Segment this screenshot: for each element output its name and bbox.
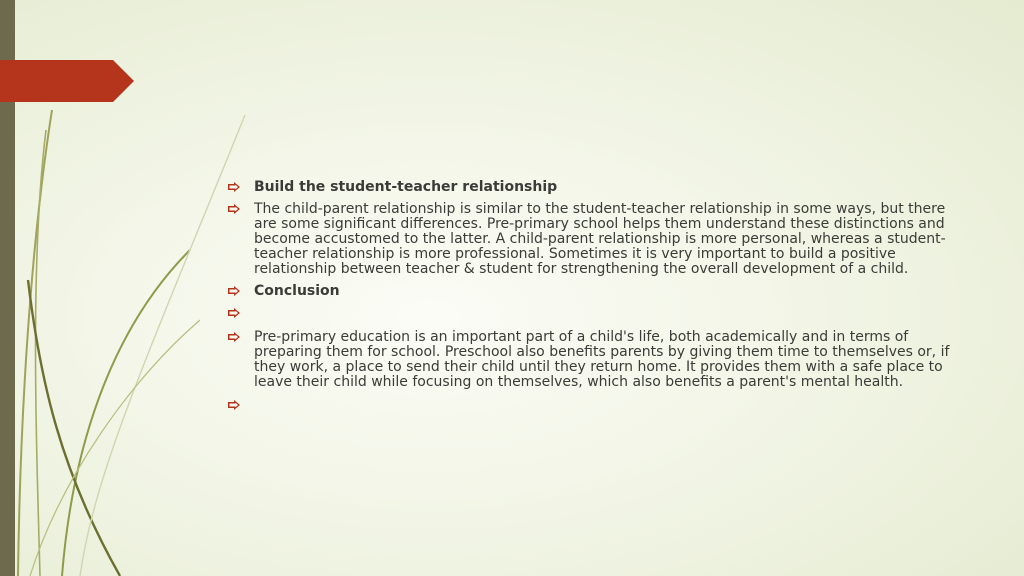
arrow-bullet-icon (228, 182, 240, 192)
arrow-bullet-icon (228, 204, 240, 214)
arrow-bullet-icon (228, 286, 240, 296)
bullet-text: Pre-primary education is an important part of a child's life, both academically and in terms of preparing them for school. Preschool also benefits parents by giving them time to themselves or, if they work, a place to send their child until they return home. It provides them with a safe place to leave their child while focusing on themselves, which also benefits a parent's mental health. (254, 329, 950, 390)
bullet-item-relationship-body (226, 202, 966, 277)
bullet-list (226, 180, 966, 422)
bullet-item-heading-conclusion (226, 284, 966, 299)
arrow-bullet-icon (228, 332, 240, 342)
arrow-bullet-icon (228, 400, 240, 410)
bullet-text: Build the student-teacher relationship (254, 179, 558, 195)
bullet-item-conclusion-body (226, 330, 966, 390)
bullet-text: Conclusion (254, 283, 340, 299)
bullet-item-empty (226, 398, 966, 413)
bullet-text: The child-parent relationship is similar to the student-teacher relationship in some ways, but there are some significant differences. Pre-primary school helps them understand these distinctions and become accustomed to the latter. A child-parent relationship is more personal, whereas a student-teacher relationship is more professional. Sometimes it is very important to build a positive relationship between teacher & student for strengthening the overall development of a child. (254, 201, 946, 277)
bullet-item-heading-relationship (226, 180, 966, 195)
arrow-bullet-icon (228, 308, 240, 318)
bullet-item-empty (226, 306, 966, 321)
